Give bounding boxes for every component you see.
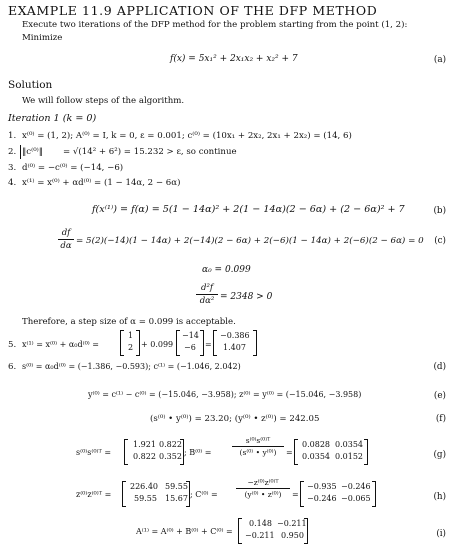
equation-g-equals: =	[286, 448, 293, 457]
alpha-zero: α₀ = 0.099	[202, 265, 251, 275]
fraction-numerator: −z⁽⁰⁾z⁽⁰⁾ᵀ	[247, 478, 279, 487]
step-2-norm: ‖c⁽⁰⁾‖	[22, 147, 44, 157]
vector-entry: −0.386	[220, 331, 250, 340]
equation-label-c: (c)	[434, 236, 446, 246]
equation-c: = 5(2)(−14)(1 − 14α) + 2(−14)(2 − 6α) + 2(−6)(1 − 14α) + 2(−6)(2 − 6α) = 0	[76, 236, 424, 246]
equation-label-g: (g)	[433, 450, 446, 460]
vector-x1	[213, 330, 257, 356]
page-title: EXAMPLE 11.9 APPLICATION OF THE DFP METHOD	[8, 3, 378, 18]
matrix-ssT	[124, 439, 184, 465]
matrix-entry: −0.935	[307, 482, 337, 491]
second-derivative-fraction	[196, 283, 218, 306]
vector-entry: 2	[128, 343, 134, 352]
vector-x0	[120, 330, 140, 356]
equation-b: f(x⁽¹⁾) = f(α) = 5(1 − 14α)² + 2(1 − 14α)(2 − 6α) + (2 − 6α)² + 7	[92, 204, 405, 215]
equation-e: y⁽⁰⁾ = c⁽¹⁾ − c⁽⁰⁾ = (−15.046, −3.958); z⁽⁰⁾ = y⁽⁰⁾ = (−15.046, −3.958)	[88, 390, 362, 399]
matrix-entry: 0.0152	[335, 452, 363, 461]
c-matrix-fraction	[236, 478, 290, 499]
matrix-entry: 59.55	[165, 482, 188, 491]
matrix-zzT	[122, 481, 190, 507]
step-2: = √(14² + 6²) = 15.232 > ε, so continue	[63, 147, 237, 157]
vector-entry: 1	[128, 331, 134, 340]
matrix-entry: 0.0354	[335, 440, 363, 449]
step-1-number: 1.	[8, 131, 17, 141]
matrix-entry: 0.822	[159, 440, 182, 449]
equation-label-d: (d)	[433, 362, 446, 372]
equation-h-mid: ; C⁽⁰⁾ =	[190, 490, 218, 499]
equation-label-f: (f)	[435, 414, 446, 424]
fraction-numerator: d²f	[201, 283, 213, 293]
matrix-entry: 1.921	[133, 440, 156, 449]
step-5-equals: =	[205, 340, 212, 349]
matrix-entry: −0.065	[341, 494, 371, 503]
step-4-number: 4.	[8, 178, 17, 188]
matrix-entry: 0.0828	[302, 440, 330, 449]
problem-line-1: Execute two iterations of the DFP method for the problem starting from the point (1, 2):	[22, 20, 408, 30]
equation-g-mid: ; B⁽⁰⁾ =	[184, 448, 212, 457]
fraction-denominator: dα	[60, 241, 72, 251]
step-2-number: 2.	[8, 147, 17, 157]
vector-entry: −6	[184, 343, 196, 352]
fraction-denominator: dα²	[199, 296, 215, 306]
fraction-numerator: s⁽⁰⁾s⁽⁰⁾ᵀ	[245, 436, 271, 445]
problem-line-2: Minimize	[22, 33, 63, 43]
matrix-entry: 59.55	[134, 494, 157, 503]
equation-label-a: (a)	[433, 55, 446, 65]
equation-h-equals: =	[292, 490, 299, 499]
step-3-number: 3.	[8, 163, 17, 173]
matrix-entry: 0.148	[249, 519, 272, 528]
fraction-denominator: (s⁽⁰⁾ • y⁽⁰⁾)	[239, 448, 277, 457]
matrix-entry: −0.246	[307, 494, 337, 503]
equation-label-e: (e)	[433, 391, 446, 401]
matrix-entry: 0.950	[281, 531, 304, 540]
step-1: x⁽⁰⁾ = (1, 2); A⁽⁰⁾ = I, k = 0, ε = 0.001; c⁽⁰⁾ = (10x₁ + 2x₂, 2x₁ + 2x₂) = (14, 6)	[22, 131, 352, 141]
matrix-entry: 0.352	[159, 452, 182, 461]
matrix-entry: 0.0354	[302, 452, 330, 461]
step-4: x⁽¹⁾ = x⁽⁰⁾ + αd⁽⁰⁾ = (1 − 14α, 2 − 6α)	[22, 178, 181, 188]
step-5-lhs: x⁽¹⁾ = x⁽⁰⁾ + α₀d⁽⁰⁾ =	[22, 340, 99, 349]
step-3: d⁽⁰⁾ = −c⁽⁰⁾ = (−14, −6)	[22, 163, 124, 173]
matrix-A1	[238, 518, 308, 544]
matrix-entry: 0.822	[133, 452, 156, 461]
equation-label-h: (h)	[433, 492, 446, 502]
matrix-entry: −0.211	[277, 519, 307, 528]
derivative-fraction	[58, 228, 74, 251]
equation-h-lhs: z⁽⁰⁾z⁽⁰⁾ᵀ =	[76, 490, 112, 499]
matrix-entry: 226.40	[130, 482, 158, 491]
matrix-B0	[294, 439, 368, 465]
objective-function: f(x) = 5x₁² + 2x₁x₂ + x₂² + 7	[170, 54, 298, 64]
step-5-plus: + 0.099	[141, 340, 174, 349]
step-6-number: 6.	[8, 362, 17, 372]
matrix-C0	[300, 481, 376, 507]
iteration-heading: Iteration 1 (k = 0)	[8, 113, 97, 124]
norm-bar-left	[20, 145, 21, 159]
fraction-denominator: (y⁽⁰⁾ • z⁽⁰⁾)	[244, 490, 282, 499]
equation-f: (s⁽⁰⁾ • y⁽⁰⁾) = 23.20; (y⁽⁰⁾ • z⁽⁰⁾) = 242.05	[150, 414, 320, 424]
matrix-entry: −0.211	[245, 531, 275, 540]
equation-label-b: (b)	[433, 206, 446, 216]
vector-entry: 1.407	[223, 343, 246, 352]
solution-heading: Solution	[8, 79, 53, 91]
vector-entry: −14	[182, 331, 199, 340]
matrix-entry: 15.67	[165, 494, 188, 503]
matrix-entry: −0.246	[341, 482, 371, 491]
vector-d0	[176, 330, 204, 356]
therefore-text: Therefore, a step size of α = 0.099 is acceptable.	[22, 317, 236, 327]
b-matrix-fraction	[232, 436, 284, 457]
solution-intro: We will follow steps of the algorithm.	[22, 96, 185, 106]
equation-i-lhs: A⁽¹⁾ = A⁽⁰⁾ + B⁽⁰⁾ + C⁽⁰⁾ =	[136, 527, 233, 536]
step-6: s⁽⁰⁾ = α₀d⁽⁰⁾ = (−1.386, −0.593); c⁽¹⁾ = (−1.046, 2.042)	[22, 362, 241, 371]
second-derivative-value: = 2348 > 0	[220, 292, 273, 302]
step-5-number: 5.	[8, 340, 17, 350]
equation-label-i: (i)	[436, 529, 446, 539]
fraction-numerator: df	[61, 228, 71, 238]
equation-g-lhs: s⁽⁰⁾s⁽⁰⁾ᵀ =	[76, 448, 112, 457]
